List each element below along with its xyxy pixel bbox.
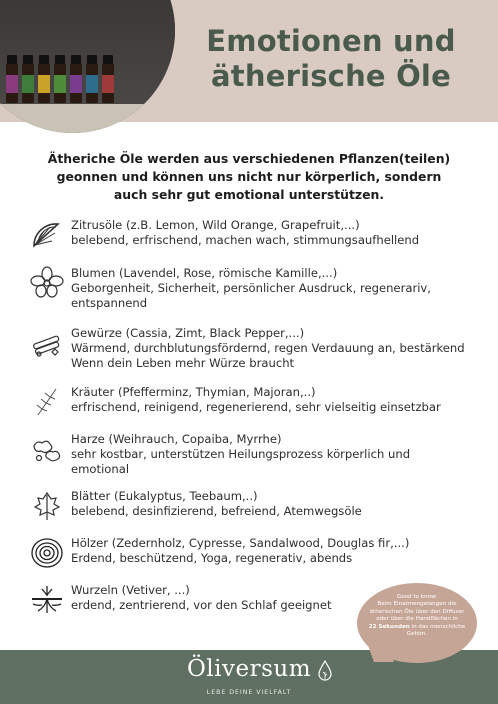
item-title: Gewürze (Cassia, Zimt, Black Pepper,...) bbox=[71, 326, 305, 340]
item-text bbox=[71, 385, 471, 415]
item-title: Hölzer (Zedernholz, Cypresse, Sandalwood, Douglas fir,...) bbox=[71, 536, 410, 550]
title-line: Emotionen und bbox=[206, 24, 456, 58]
leaf-icon bbox=[30, 489, 64, 523]
resin-icon bbox=[30, 432, 64, 466]
item-title: Wurzeln (Vetiver, ...) bbox=[71, 583, 190, 597]
herb-sprig-icon bbox=[30, 385, 64, 419]
note-line-rest: in das menschliche bbox=[409, 623, 466, 630]
note-line: Gehirn. bbox=[406, 631, 428, 638]
item-text bbox=[71, 326, 471, 371]
bottle-icon bbox=[38, 63, 50, 103]
header-banner bbox=[0, 0, 498, 122]
note-emphasis: 22 Sekunden bbox=[368, 623, 410, 630]
brand-tagline: LEBE DEINE VIELFALT bbox=[206, 689, 292, 696]
flower-icon bbox=[30, 266, 64, 300]
item-desc: Erdend, beschützend, Yoga, regenerativ, abends bbox=[71, 551, 353, 565]
item-text bbox=[71, 432, 471, 477]
item-desc: emotional bbox=[71, 462, 130, 476]
intro-text bbox=[40, 150, 458, 204]
item-title: Blumen (Lavendel, Rose, römische Kamille,...) bbox=[71, 266, 338, 280]
drop-logo-icon bbox=[317, 660, 333, 682]
item-title: Zitrusöle (z.B. Lemon, Wild Orange, Grapefruit,...) bbox=[71, 218, 360, 232]
item-text bbox=[71, 266, 471, 311]
item-desc: belebend, desinfizierend, befreiend, Atemwegsöle bbox=[71, 504, 362, 518]
note-line bbox=[362, 624, 472, 631]
roots-icon bbox=[30, 583, 64, 617]
note-heading: Good to know: bbox=[396, 594, 438, 600]
item-title: Kräuter (Pfefferminz, Thymian, Majoran,..) bbox=[71, 385, 316, 399]
item-text bbox=[71, 489, 471, 519]
brand-logo-text: Öliversum bbox=[186, 656, 312, 682]
item-desc: entspannend bbox=[71, 296, 148, 310]
note-line: ätherischen Öle über den Diffuser bbox=[369, 608, 465, 615]
item-desc: erdend, zentrierend, vor den Schlaf geeignet bbox=[71, 598, 332, 612]
bottle-icon bbox=[6, 63, 18, 103]
bottle-icon bbox=[22, 63, 34, 103]
wood-slice-icon bbox=[30, 536, 64, 570]
intro-line: geonnen und können uns nicht nur körperlich, sondern bbox=[56, 169, 442, 184]
good-to-know-note bbox=[362, 594, 472, 638]
bottle-icon bbox=[70, 63, 82, 103]
item-desc: erfrischend, reinigend, regenerierend, sehr vielseitig einsetzbar bbox=[71, 400, 441, 414]
item-text bbox=[71, 536, 471, 566]
spices-icon bbox=[30, 326, 64, 360]
intro-line: auch sehr gut emotional unterstützen. bbox=[113, 187, 385, 202]
item-text bbox=[71, 218, 471, 248]
oil-bottles-photo bbox=[0, 0, 175, 133]
item-title: Harze (Weihrauch, Copaiba, Myrrhe) bbox=[71, 432, 282, 446]
note-line: oder über die Handflächen in bbox=[376, 616, 458, 623]
item-desc: Wärmend, durchblutungsfördernd, regen Verdauung an, bestärkend bbox=[71, 341, 465, 355]
citrus-slice-icon bbox=[30, 218, 64, 252]
note-line: Beim Einatmengelangen die bbox=[377, 601, 457, 608]
item-title: Blätter (Eukalyptus, Teebaum,..) bbox=[71, 489, 258, 503]
bottle-icon bbox=[54, 63, 66, 103]
item-desc: belebend, erfrischend, machen wach, stimmungsaufhellend bbox=[71, 233, 420, 247]
intro-line: Ätheriche Öle werden aus verschiedenen Pflanzen(teilen) bbox=[47, 151, 451, 166]
item-desc: Wenn dein Leben mehr Würze braucht bbox=[71, 356, 295, 370]
bottle-icon bbox=[102, 63, 114, 103]
bottle-icon bbox=[86, 63, 98, 103]
item-desc: Geborgenheit, Sicherheit, persönlicher Ausdruck, regenerariv, bbox=[71, 281, 431, 295]
page-title bbox=[176, 24, 486, 94]
item-desc: sehr kostbar, unterstützen Heilungsprozess körperlich und bbox=[71, 447, 411, 461]
title-line: ätherische Öle bbox=[211, 59, 451, 93]
